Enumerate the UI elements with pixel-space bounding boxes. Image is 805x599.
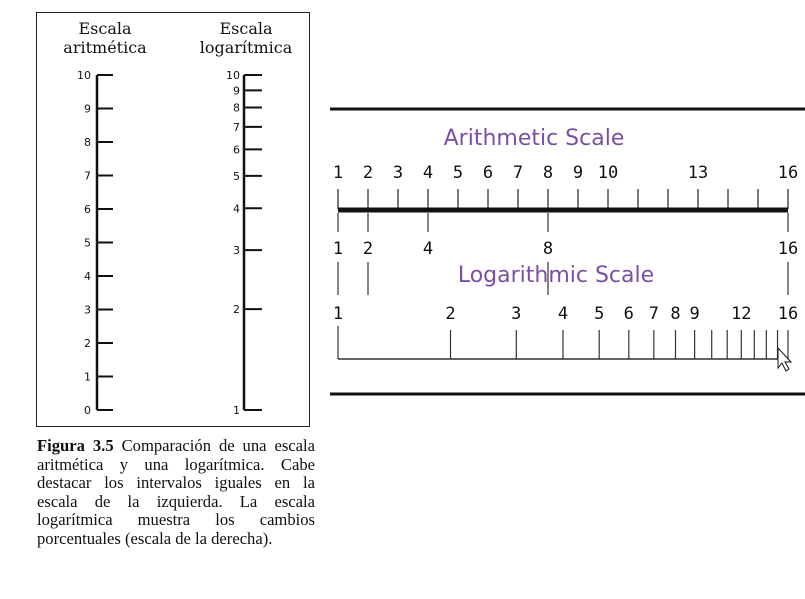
arithmetic-tick-label: 3 <box>84 303 91 317</box>
logarithmic-vertical-scale <box>226 69 262 417</box>
logarithmic-tick-label: 4 <box>233 202 240 216</box>
arithmetic-tick-label: 4 <box>84 270 91 283</box>
arithmetic-tick-label: 1 <box>84 370 91 384</box>
arithmetic-ruler-label: 16 <box>777 163 799 183</box>
logarithmic-ruler-label: 2 <box>445 304 456 324</box>
caption-text: Comparación de una escala aritmética y una logarítmica. Cabe destacar los intervalos iguales en la escala de la izquierda. La escala logarítmica muestra los cambios porcentuales (escala de la derecha). <box>37 436 315 548</box>
ruler-comparison <box>330 100 805 400</box>
arithmetic-ruler-label: 5 <box>452 163 464 183</box>
logarithmic-ruler-label: 6 <box>623 304 634 324</box>
arithmetic-title-line-1: Escala <box>78 19 132 38</box>
logarithmic-ruler-label: 3 <box>511 304 522 324</box>
arithmetic-ruler-label: 9 <box>572 163 584 183</box>
middle-ruler-label: 8 <box>542 239 554 259</box>
arithmetic-ruler-label: 13 <box>687 163 709 183</box>
arithmetic-tick-label: 2 <box>84 337 91 350</box>
caption-label: Figura 3.5 <box>37 436 114 455</box>
logarithmic-title-line-2: logarítmica <box>199 38 293 57</box>
vertical-scales <box>37 13 309 426</box>
logarithmic-tick-label: 3 <box>233 244 240 258</box>
middle-ruler-label: 4 <box>422 239 434 259</box>
logarithmic-ruler-label: 12 <box>731 304 752 324</box>
logarithmic-tick-label: 6 <box>233 143 240 157</box>
middle-ruler-label: 2 <box>362 239 374 259</box>
arithmetic-ruler-label: 1 <box>332 163 344 183</box>
logarithmic-tick-label: 7 <box>233 120 240 134</box>
logarithmic-tick-label: 9 <box>233 84 240 98</box>
arithmetic-tick-label: 9 <box>84 102 91 116</box>
arithmetic-tick-label: 6 <box>84 203 91 216</box>
logarithmic-ruler-label: 4 <box>557 304 569 324</box>
arithmetic-tick-label: 7 <box>84 169 91 183</box>
arithmetic-ruler-label: 8 <box>542 163 554 183</box>
middle-ruler-label: 16 <box>777 239 799 259</box>
logarithmic-tick-label: 5 <box>233 169 240 183</box>
arithmetic-ruler-label: 6 <box>482 163 494 183</box>
arithmetic-ruler-label: 3 <box>392 163 404 183</box>
logarithmic-ruler-label: 1 <box>332 304 344 324</box>
logarithmic-tick-label: 2 <box>233 303 240 317</box>
arithmetic-ruler-label: 2 <box>362 163 374 183</box>
arithmetic-vertical-scale <box>77 69 113 417</box>
middle-ruler-label: 1 <box>332 239 344 259</box>
arithmetic-tick-label: 10 <box>77 69 91 82</box>
arithmetic-tick-label: 5 <box>84 236 91 250</box>
figure-caption <box>37 437 315 549</box>
logarithmic-tick-label: 1 <box>233 404 240 417</box>
arithmetic-tick-label: 0 <box>84 404 91 417</box>
mouse-cursor-icon <box>778 348 791 371</box>
logarithmic-tick-label: 8 <box>233 101 240 115</box>
arithmetic-ruler-label: 7 <box>512 163 524 183</box>
logarithmic-ruler-label: 16 <box>777 304 799 324</box>
logarithmic-ruler-label: 7 <box>648 304 659 324</box>
arithmetic-tick-label: 8 <box>84 136 91 149</box>
arithmetic-scale-heading: Arithmetic Scale <box>443 126 625 151</box>
arithmetic-ruler-label: 10 <box>597 163 619 183</box>
logarithmic-title-line-1: Escala <box>219 19 273 38</box>
arithmetic-ruler-label: 4 <box>422 163 434 183</box>
logarithmic-tick-label: 10 <box>226 69 240 82</box>
logarithmic-ruler-label: 8 <box>670 304 681 324</box>
logarithmic-ruler-label: 5 <box>594 304 605 324</box>
arithmetic-title-line-2: aritmética <box>63 38 147 57</box>
scale-comparison-panel <box>36 12 310 427</box>
logarithmic-ruler-label: 9 <box>689 304 700 324</box>
logarithmic-scale-heading: Logarithmic Scale <box>457 263 655 288</box>
